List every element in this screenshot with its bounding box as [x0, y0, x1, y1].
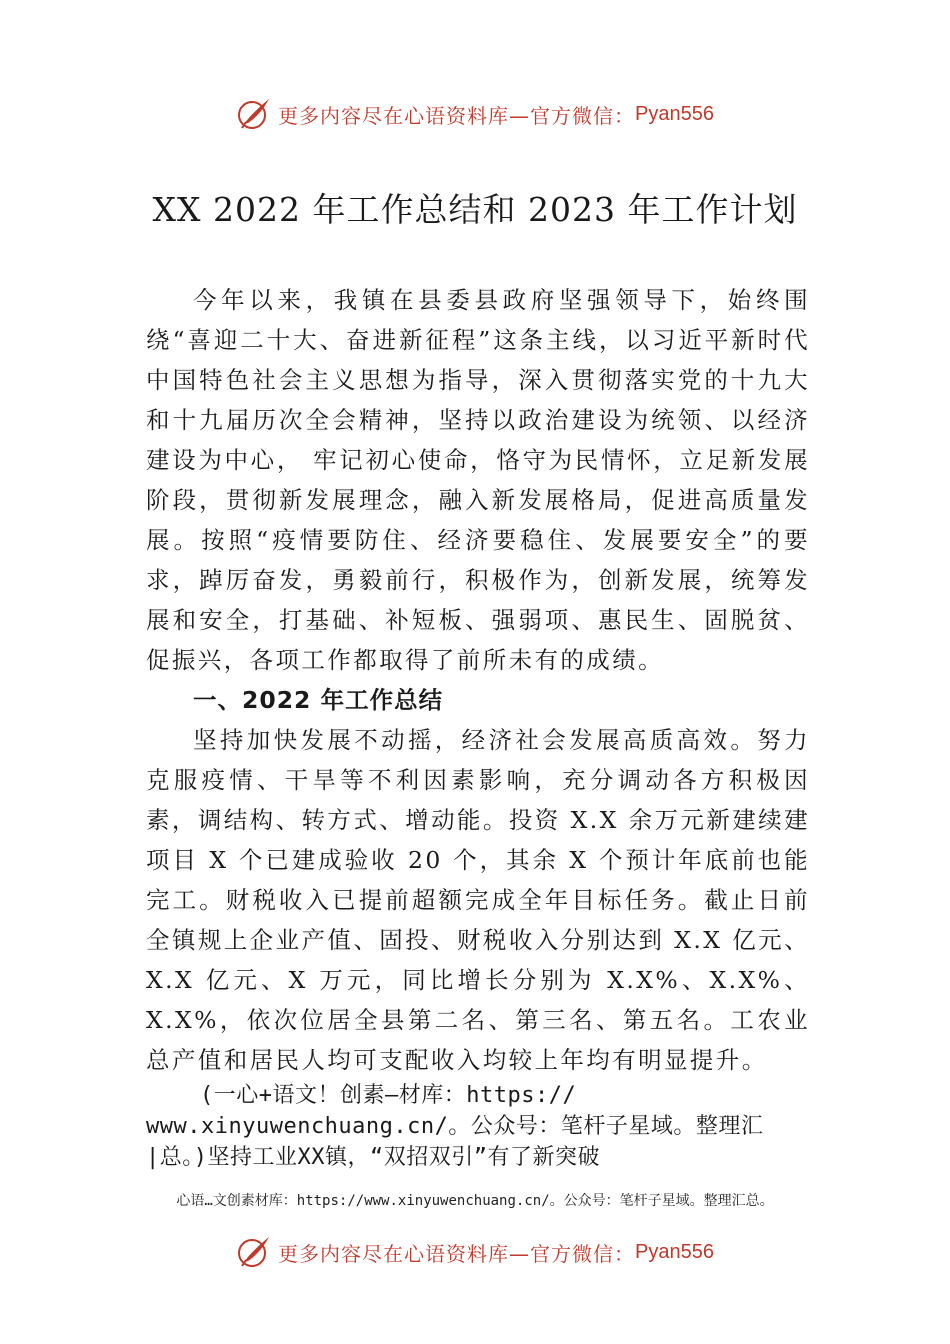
bottom-banner: [0, 1230, 950, 1274]
watermark-line-3: |总。)坚持工业XX镇，“双招双引”有了新突破: [146, 1145, 600, 1170]
top-banner: [0, 92, 950, 136]
watermark-text-block: [146, 1080, 810, 1173]
document-title: XX 2022 年工作总结和 2023 年工作计划: [152, 190, 798, 229]
document-body: [146, 280, 810, 1173]
section-heading: 一、2022 年工作总结: [193, 686, 444, 714]
section-paragraph: 坚持加快发展不动摇，经济社会发展高质高效。努力克服疫情、干旱等不利因素影响，充分调动各方积极因素，调结构、转方式、增动能。投资 X.X 余万元新建续建项目 X 个已建成验收 20 个，其余 X 个预计年底前也能完工。财税收入已提前超额完成全年目标任务。截止日前全镇规上企业产值、固投、财税收入分别达到 X.X 亿元、X.X 亿元、X 万元，同比增长分别为 X.X%、X.X%、X.X%，依次位居全县第二名、第三名、第五名。工农业总产值和居民人均可支配收入均较上年均有明显提升。: [146, 726, 810, 1074]
intro-paragraph: 今年以来，我镇在县委县政府坚强领导下，始终围绕“喜迎二十大、奋进新征程”这条主线，以习近平新时代中国特色社会主义思想为指导，深入贯彻落实党的十九大和十九届历次全会精神，坚持以政治建设为统领、以经济建设为中心， 牢记初心使命，恪守为民情怀，立足新发展阶段，贯彻新发展理念，融入新发展格局，促进高质量发展。按照“疫情要防住、经济要稳住、发展要安全”的要求，踔厉奋发，勇毅前行，积极作为，创新发展，统筹发展和安全，打基础、补短板、强弱项、惠民生、固脱贫、促振兴，各项工作都取得了前所未有的成绩。: [146, 286, 810, 674]
watermark-line-1: (一心+语文！创素—材库：https://: [200, 1083, 577, 1108]
quill-logo-icon: [236, 1234, 272, 1270]
watermark-line-2: www.xinyuwenchuang.cn/。公众号：笔杆子星域。整理汇: [146, 1114, 764, 1139]
banner-wechat-id: Pyan556: [635, 1240, 714, 1263]
footer-note: 心语…文创素材库：https://www.xinyuwenchuang.cn/。公众号：笔杆子星域。整理汇总。: [176, 1193, 774, 1209]
banner-wechat-id: Pyan556: [635, 102, 714, 125]
quill-logo-icon: [236, 96, 272, 132]
banner-text: 更多内容尽在心语资料库—官方微信：: [278, 103, 636, 128]
banner-text: 更多内容尽在心语资料库—官方微信：: [278, 1241, 636, 1266]
